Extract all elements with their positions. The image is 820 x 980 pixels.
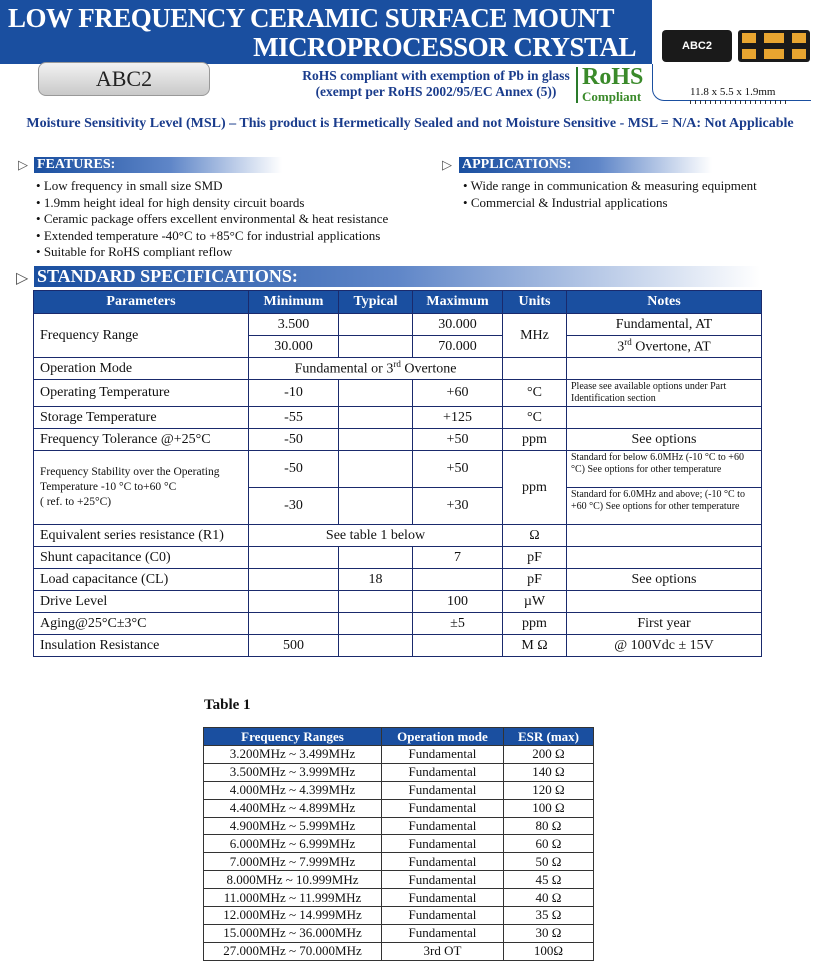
cell: Fundamental [382,889,504,907]
table-row [34,314,762,336]
cell: 30.000 [413,314,503,336]
cell: 40 Ω [504,889,594,907]
cell: pF [503,547,567,569]
param-operating-temperature: Operating Temperature [34,380,249,407]
column-header: Maximum [413,291,503,314]
param-storage-temperature: Storage Temperature [34,407,249,429]
table-row [34,358,762,380]
cell: Fundamental [382,924,504,942]
table-row [204,835,594,853]
cell: Fundamental [382,781,504,799]
cell: ppm [503,429,567,451]
cell: +50 [413,429,503,451]
cell: +50 [413,451,503,488]
crystal-top-image: ABC2 [662,30,732,62]
cell: See table 1 below [249,525,503,547]
table-row [204,942,594,960]
table-row [34,525,762,547]
cell: Standard for 6.0MHz and above; (-10 °C to +60 °C) See options for other temperature [567,488,762,525]
table-row [204,817,594,835]
column-header: Operation mode [382,728,504,746]
cell: -55 [249,407,339,429]
table-header-row [34,291,762,314]
param-insulation-resistance: Insulation Resistance [34,635,249,657]
cell: See options [567,569,762,591]
table-row [204,889,594,907]
cell: 4.400MHz ~ 4.899MHz [204,799,382,817]
specifications-table [33,290,762,657]
cell [339,613,413,635]
cell: 3rd Overtone, AT [567,336,762,358]
cell: See options [567,429,762,451]
param-drive-level: Drive Level [34,591,249,613]
list-item: • Suitable for RoHS compliant reflow [36,244,233,260]
param-frequency-stability: Frequency Stability over the Operating Temperature -10 °C to+60 °C ( ref. to +25°C) [34,451,249,525]
table-row [204,853,594,871]
cell [413,569,503,591]
esr-table [203,727,594,961]
table-row [34,613,762,635]
table-row [34,547,762,569]
arrow-icon: ▷ [16,270,29,287]
cell: µW [503,591,567,613]
cell [339,314,413,336]
param-load-capacitance: Load capacitance (CL) [34,569,249,591]
rohs-line-2: (exempt per RoHS 2002/95/EC Annex (5)) [315,84,557,99]
cell: °C [503,407,567,429]
cell [567,525,762,547]
cell: 30.000 [249,336,339,358]
cell: 3.200MHz ~ 3.499MHz [204,746,382,764]
rohs-logo [582,64,648,103]
table-row [204,871,594,889]
cell: M Ω [503,635,567,657]
cell: 200 Ω [504,746,594,764]
cell: 15.000MHz ~ 36.000MHz [204,924,382,942]
table-row [204,746,594,764]
cell [339,380,413,407]
cell: 11.000MHz ~ 11.999MHz [204,889,382,907]
cell: +60 [413,380,503,407]
table-row [204,781,594,799]
cell [567,407,762,429]
cell: @ 100Vdc ± 15V [567,635,762,657]
cell: Fundamental, AT [567,314,762,336]
table-row [34,380,762,407]
column-header: Typical [339,291,413,314]
features-list [36,178,388,261]
table-row [204,924,594,942]
list-item: • Commercial & Industrial applications [463,194,668,210]
cell: 60 Ω [504,835,594,853]
cell: Fundamental [382,746,504,764]
specs-heading: STANDARD SPECIFICATIONS: [34,266,760,287]
cell: -50 [249,429,339,451]
cell: 100 [413,591,503,613]
features-heading: FEATURES: [34,157,282,173]
cell: 100Ω [504,942,594,960]
cell [249,547,339,569]
table-row [34,635,762,657]
param-shunt-capacitance: Shunt capacitance (C0) [34,547,249,569]
package-dimensions: 11.8 x 5.5 x 1.9mm [690,86,776,98]
column-header: Minimum [249,291,339,314]
table-row [204,907,594,925]
table1-title: Table 1 [204,697,251,713]
cell [339,451,413,488]
cell: Fundamental [382,907,504,925]
cell: -30 [249,488,339,525]
column-header: Frequency Ranges [204,728,382,746]
cell: 30 Ω [504,924,594,942]
cell: 12.000MHz ~ 14.999MHz [204,907,382,925]
msl-note: Moisture Sensitivity Level (MSL) – This product is Hermetically Sealed and not Moisture Sensitive - MSL = N/A: Not Applicable [26,116,794,131]
cell [339,407,413,429]
cell: 50 Ω [504,853,594,871]
table-row [34,407,762,429]
param-frequency-tolerance: Frequency Tolerance @+25°C [34,429,249,451]
cell [567,358,762,380]
part-number-badge: ABC2 [38,62,210,96]
cell: 45 Ω [504,871,594,889]
table-row [34,429,762,451]
cell [339,488,413,525]
cell: 3.500 [249,314,339,336]
param-operation-mode: Operation Mode [34,358,249,380]
cell [567,591,762,613]
cell: 70.000 [413,336,503,358]
param-aging: Aging@25°C±3°C [34,613,249,635]
cell: 18 [339,569,413,591]
cell: ppm [503,613,567,635]
list-item: • 1.9mm height ideal for high density circuit boards [36,194,305,210]
column-header: Parameters [34,291,249,314]
rohs-divider [576,67,578,103]
cell: First year [567,613,762,635]
cell: Fundamental [382,799,504,817]
cell: Fundamental [382,871,504,889]
list-item: • Low frequency in small size SMD [36,178,223,193]
header-banner [0,0,652,64]
title-line-1: LOW FREQUENCY CERAMIC SURFACE MOUNT [8,3,615,33]
cell [567,547,762,569]
cell: °C [503,380,567,407]
applications-heading: APPLICATIONS: [459,157,712,173]
table-row [34,591,762,613]
cell: 3rd OT [382,942,504,960]
cell: -10 [249,380,339,407]
arrow-icon: ▷ [442,157,452,172]
column-header: Notes [567,291,762,314]
cell: Please see available options under Part Identification section [567,380,762,407]
table-row [34,451,762,488]
table-row [204,763,594,781]
cell: +30 [413,488,503,525]
cell [249,569,339,591]
cell: 35 Ω [504,907,594,925]
param-frequency-range: Frequency Range [34,314,249,358]
applications-list [463,178,757,211]
column-header: Units [503,291,567,314]
cell: 7.000MHz ~ 7.999MHz [204,853,382,871]
cell [503,358,567,380]
cell: 80 Ω [504,817,594,835]
cell: Fundamental or 3rd Overtone [249,358,503,380]
cell: 120 Ω [504,781,594,799]
table-row [34,569,762,591]
cell [339,635,413,657]
cell: 140 Ω [504,763,594,781]
cell: 3.500MHz ~ 3.999MHz [204,763,382,781]
cell [249,591,339,613]
cell: Fundamental [382,817,504,835]
cell: Standard for below 6.0MHz (-10 °C to +60 °C) See options for other temperature [567,451,762,488]
cell [339,547,413,569]
column-header: ESR (max) [504,728,594,746]
list-item: • Extended temperature -40°C to +85°C for industrial applications [36,227,381,243]
cell [339,429,413,451]
rohs-logo-subtext: Compliant [582,89,642,104]
cell: 4.900MHz ~ 5.999MHz [204,817,382,835]
cell: 4.000MHz ~ 4.399MHz [204,781,382,799]
cell: 500 [249,635,339,657]
title-line-2: MICROPROCESSOR CRYSTAL [253,32,636,62]
rohs-line-1: RoHS compliant with exemption of Pb in glass [302,68,570,83]
cell: 27.000MHz ~ 70.000MHz [204,942,382,960]
dimension-ruler [690,100,786,104]
cell [413,635,503,657]
param-esr: Equivalent series resistance (R1) [34,525,249,547]
rohs-statement [298,68,574,100]
cell: Fundamental [382,853,504,871]
cell: 100 Ω [504,799,594,817]
table-row [204,799,594,817]
cell: ±5 [413,613,503,635]
cell: pF [503,569,567,591]
cell: -50 [249,451,339,488]
cell [339,591,413,613]
cell [249,613,339,635]
cell: 6.000MHz ~ 6.999MHz [204,835,382,853]
table-header-row [204,728,594,746]
cell: MHz [503,314,567,358]
cell: ppm [503,451,567,525]
cell: Ω [503,525,567,547]
cell: +125 [413,407,503,429]
cell [339,336,413,358]
crystal-bottom-image [738,28,810,64]
cell: Fundamental [382,835,504,853]
cell: 8.000MHz ~ 10.999MHz [204,871,382,889]
list-item: • Ceramic package offers excellent environmental & heat resistance [36,211,389,227]
cell: Fundamental [382,763,504,781]
arrow-icon: ▷ [18,157,28,172]
cell: 7 [413,547,503,569]
rohs-logo-text: RoHS [582,64,644,90]
list-item: • Wide range in communication & measuring equipment [463,178,757,193]
